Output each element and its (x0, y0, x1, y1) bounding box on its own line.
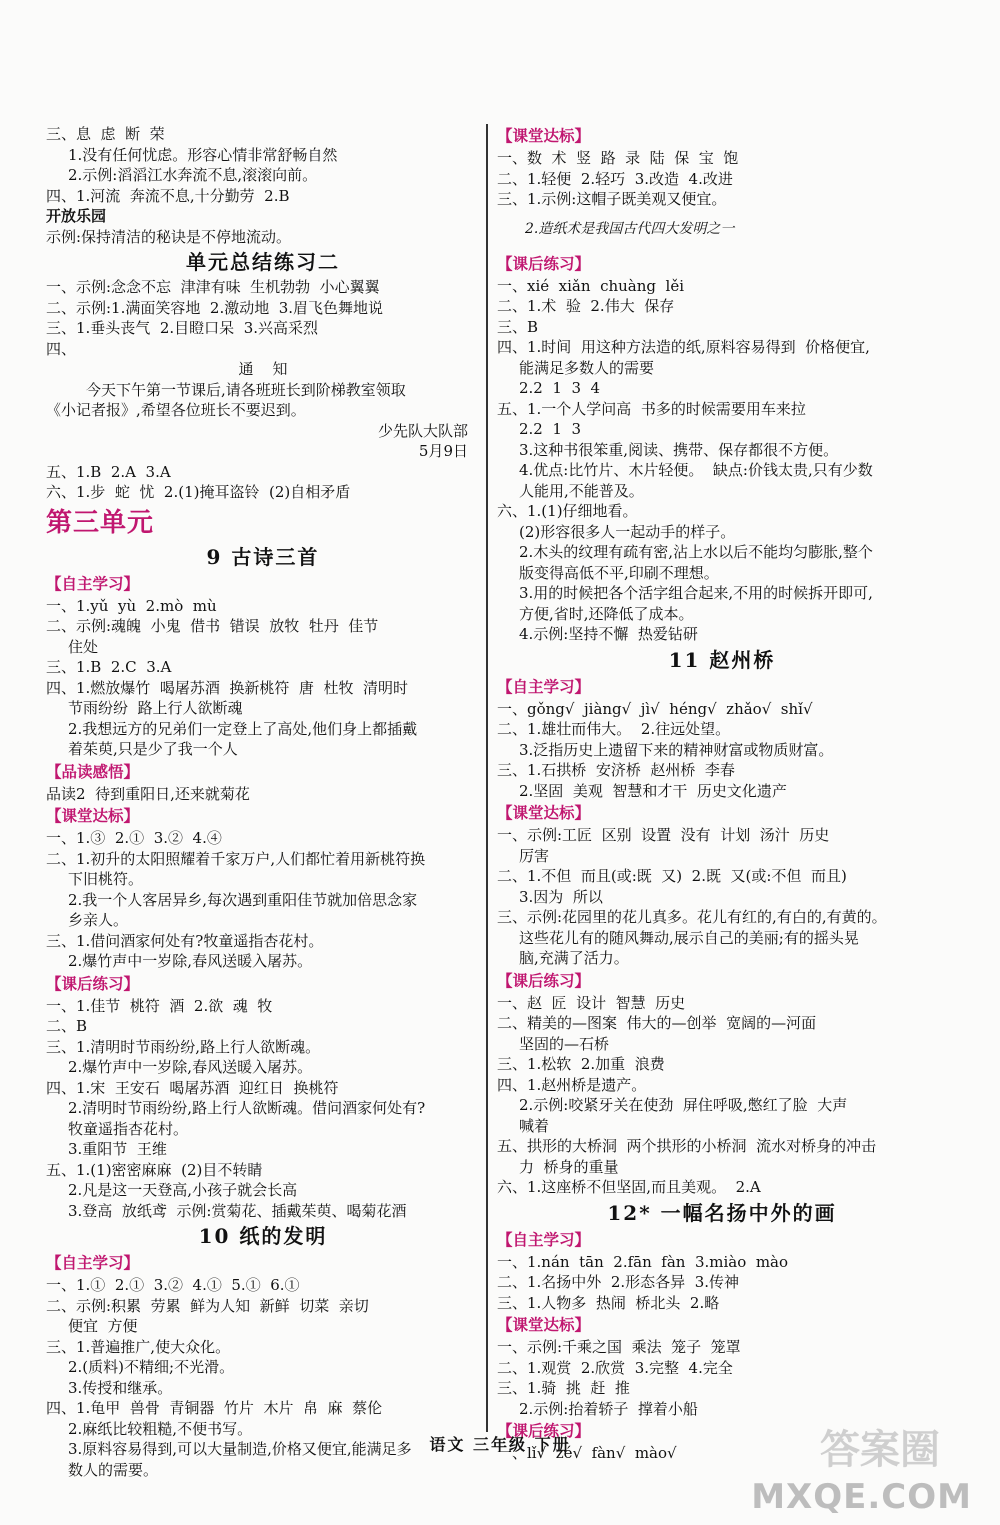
answer-line: 二、精美的—图案 伟大的—创举 宽阔的—河面 (497, 1014, 817, 1032)
answer-line: 版变得高低不平,印刷不理想。 (519, 563, 719, 582)
answer-line: 2.爆竹声中一岁除,春风送暖入屠苏。 (68, 952, 313, 970)
answer-line: 三、1.松软 2.加重 浪费 (497, 1055, 665, 1073)
answer-line: 二、1.初升的太阳照耀着千家万户,人们都忙着用新桃符换 (46, 849, 426, 868)
answer-line: 1.没有任何忧虑。形容心情非常舒畅自然 (68, 145, 338, 164)
answer-line: 品读2 待到重阳日,还来就菊花 (46, 784, 250, 803)
answer-line: 一、1.yǔ yù 2.mò mù (46, 596, 217, 615)
lesson-title: 单元总结练习二 (186, 250, 340, 274)
section-header: 【自主学习】 (497, 676, 591, 696)
answer-line: 五、1.(1)密密麻麻 (2)目不转睛 (46, 1160, 263, 1179)
answer-line: 便宜 方便 (68, 1317, 138, 1335)
answer-line: 牧童遥指杏花村。 (68, 1119, 189, 1138)
answer-line: 2.麻纸比较粗糙,不便书写。 (68, 1419, 253, 1438)
section-header-wrap (497, 1228, 947, 1252)
answer-line: 一、1.③ 2.① 3.② 4.④ (46, 829, 222, 847)
answer-line: 3.用的时候把各个活字组合起来,不用的时候拆开即可, (519, 584, 873, 602)
section-header: 【自主学习】 (497, 1229, 591, 1249)
answer-line: 三、1.清明时节雨纷纷,路上行人欲断魂。 (46, 1037, 321, 1056)
answer-line: 二、B (46, 1017, 88, 1035)
answer-line: 三、B (497, 317, 539, 336)
answer-line: 三、1.借问酒家何处有?牧童遥指杏花村。 (46, 931, 324, 950)
answer-line: 通 知 (238, 360, 288, 378)
answer-line: 三、1.B 2.C 3.A (46, 658, 172, 676)
answer-line: 脑,充满了活力。 (519, 949, 629, 967)
answer-line: 节雨纷纷 路上行人欲断魂 (68, 699, 243, 717)
section-header-wrap (46, 1251, 480, 1275)
answer-line: 六、1.步 蛇 忧 2.(1)掩耳盗铃 (2)自相矛盾 (46, 483, 351, 501)
answer-line: 3.登高 放纸鸢 示例:赏菊花、插戴茱萸、喝菊花酒 (68, 1201, 407, 1220)
answer-line: 一、1.佳节 桃符 酒 2.欲 魂 牧 (46, 996, 273, 1015)
watermark: MXQE.COM (751, 1477, 972, 1517)
section-header-wrap (497, 675, 947, 699)
answer-line: (2)形容很多人一起动手的样子。 (519, 522, 736, 541)
answer-line: 六、1.这座桥不但坚固,而且美观。 2.A (497, 1178, 761, 1196)
answer-line: 2.木头的纹理有疏有密,沾上水以后不能均匀膨胀,整个 (519, 543, 873, 561)
answer-line: 三、1.骑 挑 赶 推 (497, 1379, 630, 1397)
answer-line: 二、1.轻便 2.轻巧 3.改造 4.改进 (497, 169, 733, 188)
answer-line: 3.这种书很笨重,阅读、携带、保存都很不方便。 (519, 440, 839, 459)
section-header: 【课堂达标】 (497, 803, 591, 822)
answer-line: 四、1.时间 用这种方法造的纸,原料容易得到 价格便宜, (497, 338, 870, 356)
answer-line: 2.坚固 美观 智慧和才干 历史文化遗产 (519, 781, 787, 800)
answer-line: 厉害 (519, 846, 550, 865)
answer-line: 今天下午第一节课后,请各班班长到阶梯教室领取 (86, 380, 406, 399)
answer-line: 六、1.(1)仔细地看。 (497, 502, 638, 520)
answer-line: 2.凡是这一天登高,小孩子就会长高 (68, 1181, 298, 1199)
left-column (46, 124, 480, 1480)
answer-line: 一、1.nán tān 2.fān fàn 3.miào mào (497, 1252, 789, 1271)
answer-line: 二、示例:魂魄 小鬼 借书 错误 放牧 牡丹 佳节 (46, 617, 379, 635)
answer-line: 四、1.燃放爆竹 喝屠苏酒 换新桃符 唐 杜牧 清明时 (46, 678, 408, 697)
answer-line: 一、1.① 2.① 3.② 4.① 5.① 6.① (46, 1276, 300, 1294)
section-header: 【课堂达标】 (497, 1315, 591, 1334)
answer-line: 示例:保持清洁的秘诀是不停地流动。 (46, 227, 292, 246)
answer-line: 2.2 1 3 (519, 420, 582, 438)
answer-line: 二、1.术 验 2.伟大 保存 (497, 297, 675, 315)
answer-line: 2.示例:滔滔江水奔流不息,滚滚向前。 (68, 166, 318, 184)
section-header-wrap (497, 1313, 947, 1337)
section-header-wrap (46, 572, 480, 596)
lesson-title: 11 赵州桥 (668, 647, 776, 672)
section-header: 【课后练习】 (497, 970, 591, 990)
answer-line: 人能用,不能普及。 (519, 481, 644, 500)
answer-line: 二、1.雄壮而伟大。 2.往远处望。 (497, 720, 731, 738)
answer-line: 三、1.石拱桥 安济桥 赵州桥 李春 (497, 761, 735, 779)
answer-line: 5月9日 (418, 442, 468, 460)
answer-line: 方便,省时,还降低了成本。 (519, 604, 694, 623)
lesson-title: 10 纸的发明 (198, 1224, 328, 1248)
page-footer: 语文 三年级 下册 (429, 1435, 571, 1454)
answer-line: 一、赵 匠 设计 智慧 历史 (497, 993, 686, 1012)
section-header: 【品读感悟】 (46, 761, 140, 781)
section-header: 【自主学习】 (46, 573, 140, 593)
answer-line: 2.(质料)不精细;不光滑。 (68, 1358, 235, 1376)
unit-title: 第三单元 (46, 507, 155, 538)
section-header-wrap (497, 969, 947, 993)
answer-line: 数人的需要。 (68, 1460, 159, 1479)
answer-line: 二、示例:1.满面笑容地 2.激动地 3.眉飞色舞地说 (46, 298, 384, 317)
answer-line: 坚固的—石桥 (519, 1034, 610, 1053)
answer-line: 着茱萸,只是少了我一个人 (68, 740, 238, 758)
answer-line: 三、示例:花园里的花儿真多。花儿有红的,有白的,有黄的。 (497, 908, 887, 926)
answer-line: 一、示例:工匠 区别 设置 没有 计划 汤汁 历史 (497, 826, 830, 844)
answer-line: 4.优点:比竹片、木片轻便。 缺点:价钱太贵,只有少数 (519, 461, 873, 479)
section-header-wrap (497, 124, 947, 148)
answer-line: 力 桥身的重量 (519, 1157, 619, 1176)
answer-line: 五、1.B 2.A 3.A (46, 462, 171, 481)
handwritten-answer (497, 210, 947, 252)
answer-line: 3.泛指历史上遗留下来的精神财富或物质财富。 (519, 740, 834, 759)
answer-line: 四、1.宋 王安石 喝屠苏酒 迎红日 换桃符 (46, 1078, 339, 1097)
answer-line: 4.示例:坚持不懈 热爱钻研 (519, 625, 698, 643)
section-header-wrap (497, 252, 947, 276)
section-header: 【课后练习】 (497, 1421, 591, 1440)
answer-line: 二、1.不但 而且(或:既 又) 2.既 又(或:不但 而且) (497, 867, 847, 885)
answer-line: 三、息 虑 断 荣 (46, 125, 165, 143)
answer-line: 《小记者报》,希望各位班长不要迟到。 (46, 401, 306, 419)
section-header-wrap (46, 804, 480, 828)
right-column (497, 124, 947, 1464)
answer-line: 喊着 (519, 1116, 550, 1135)
answer-line: 二、1.观赏 2.欣赏 3.完整 4.完全 (497, 1358, 733, 1377)
handwritten-answer-text: 2.造纸术是我国古代四大发明之一 (525, 220, 735, 237)
section-header: 【课堂达标】 (497, 126, 591, 145)
answer-line: 五、拱形的大桥洞 两个拱形的小桥洞 流水对桥身的冲击 (497, 1137, 877, 1155)
answer-line: 这些花儿有的随风舞动,展示自己的美丽;有的摇头晃 (519, 928, 859, 947)
answer-line: 少先队大队部 (377, 421, 468, 440)
answer-line: 四、1.河流 奔流不息,十分勤劳 2.B (46, 186, 290, 205)
answer-line: 三、1.垂头丧气 2.目瞪口呆 3.兴高采烈 (46, 319, 319, 337)
answer-line: 二、1.名扬中外 2.形态各异 3.传神 (497, 1273, 740, 1291)
answer-line: 二、示例:积累 劳累 鲜为人知 新鲜 切菜 亲切 (46, 1296, 369, 1315)
answer-line: 四、1.龟甲 兽骨 青铜器 竹片 木片 帛 麻 蔡伦 (46, 1399, 383, 1417)
answer-line: 四、 (46, 339, 77, 358)
answer-line: 五、1.一个人学问高 书多的时候需要用车来拉 (497, 399, 806, 418)
answer-line: 下旧桃符。 (68, 870, 144, 888)
answer-line: 一、xié xiǎn chuàng lěi (497, 276, 685, 295)
answer-line: 一、示例:念念不忘 津津有味 生机勃勃 小心翼翼 (46, 278, 380, 296)
answer-line: 2.2 1 3 4 (519, 379, 601, 397)
answer-line: 乡亲人。 (68, 911, 129, 929)
answer-line: 住处 (68, 637, 99, 656)
section-header: 【课堂达标】 (46, 806, 140, 825)
answer-line: 开放乐园 (46, 207, 107, 225)
answer-line: 2.我一个人客居异乡,每次遇到重阳佳节就加倍思念家 (68, 890, 418, 909)
answer-line: 2.爆竹声中一岁除,春风送暖入屠苏。 (68, 1058, 313, 1076)
section-header: 【自主学习】 (46, 1253, 140, 1272)
answer-line: 三、1.普遍推广,使大众化。 (46, 1337, 231, 1356)
answer-line: 一、数 术 竖 路 录 陆 保 宝 饱 (497, 149, 739, 167)
answer-line: 四、1.赵州桥是遗产。 (497, 1075, 647, 1094)
answer-line: 一、lǐ√ zé√ fàn√ mào√ (497, 1444, 677, 1462)
answer-line: 3.传授和继承。 (68, 1378, 173, 1397)
answer-line: 2.我想远方的兄弟们一定登上了高处,他们身上都插戴 (68, 719, 418, 738)
section-header: 【课后练习】 (497, 253, 591, 273)
answer-line: 2.清明时节雨纷纷,路上行人欲断魂。借问酒家何处有? (68, 1099, 426, 1117)
lesson-title: 12* 一幅名扬中外的画 (607, 1200, 837, 1225)
answer-line: 3.重阳节 王维 (68, 1140, 167, 1158)
answer-line: 三、1.人物多 热闹 桥北头 2.略 (497, 1293, 720, 1312)
section-header-wrap (497, 801, 947, 825)
answer-line: 三、1.示例:这帽子既美观又便宜。 (497, 190, 727, 208)
section-header-wrap (46, 760, 480, 784)
answer-line: 3.因为 所以 (519, 887, 603, 906)
answer-line: 一、gǒng√ jiàng√ jì√ héng√ zhǎo√ shǐ√ (497, 699, 813, 718)
section-header: 【课后练习】 (46, 973, 140, 993)
watermark-logo: 答案圈 (820, 1427, 940, 1473)
section-header-wrap (46, 972, 480, 996)
answer-line: 2.示例:抬着轿子 撑着小船 (519, 1399, 698, 1418)
answer-line: 2.示例:咬紧牙关在使劲 屏住呼吸,憋红了脸 大声 (519, 1096, 848, 1114)
column-divider (486, 124, 488, 1432)
answer-line: 能满足多数人的需要 (519, 358, 655, 377)
lesson-title: 9 古诗三首 (206, 544, 320, 569)
answer-line: 一、示例:千乘之国 乘法 笼子 笼罩 (497, 1338, 741, 1356)
answer-line: 3.原料容易得到,可以大量制造,价格又便宜,能满足多 (68, 1440, 412, 1458)
